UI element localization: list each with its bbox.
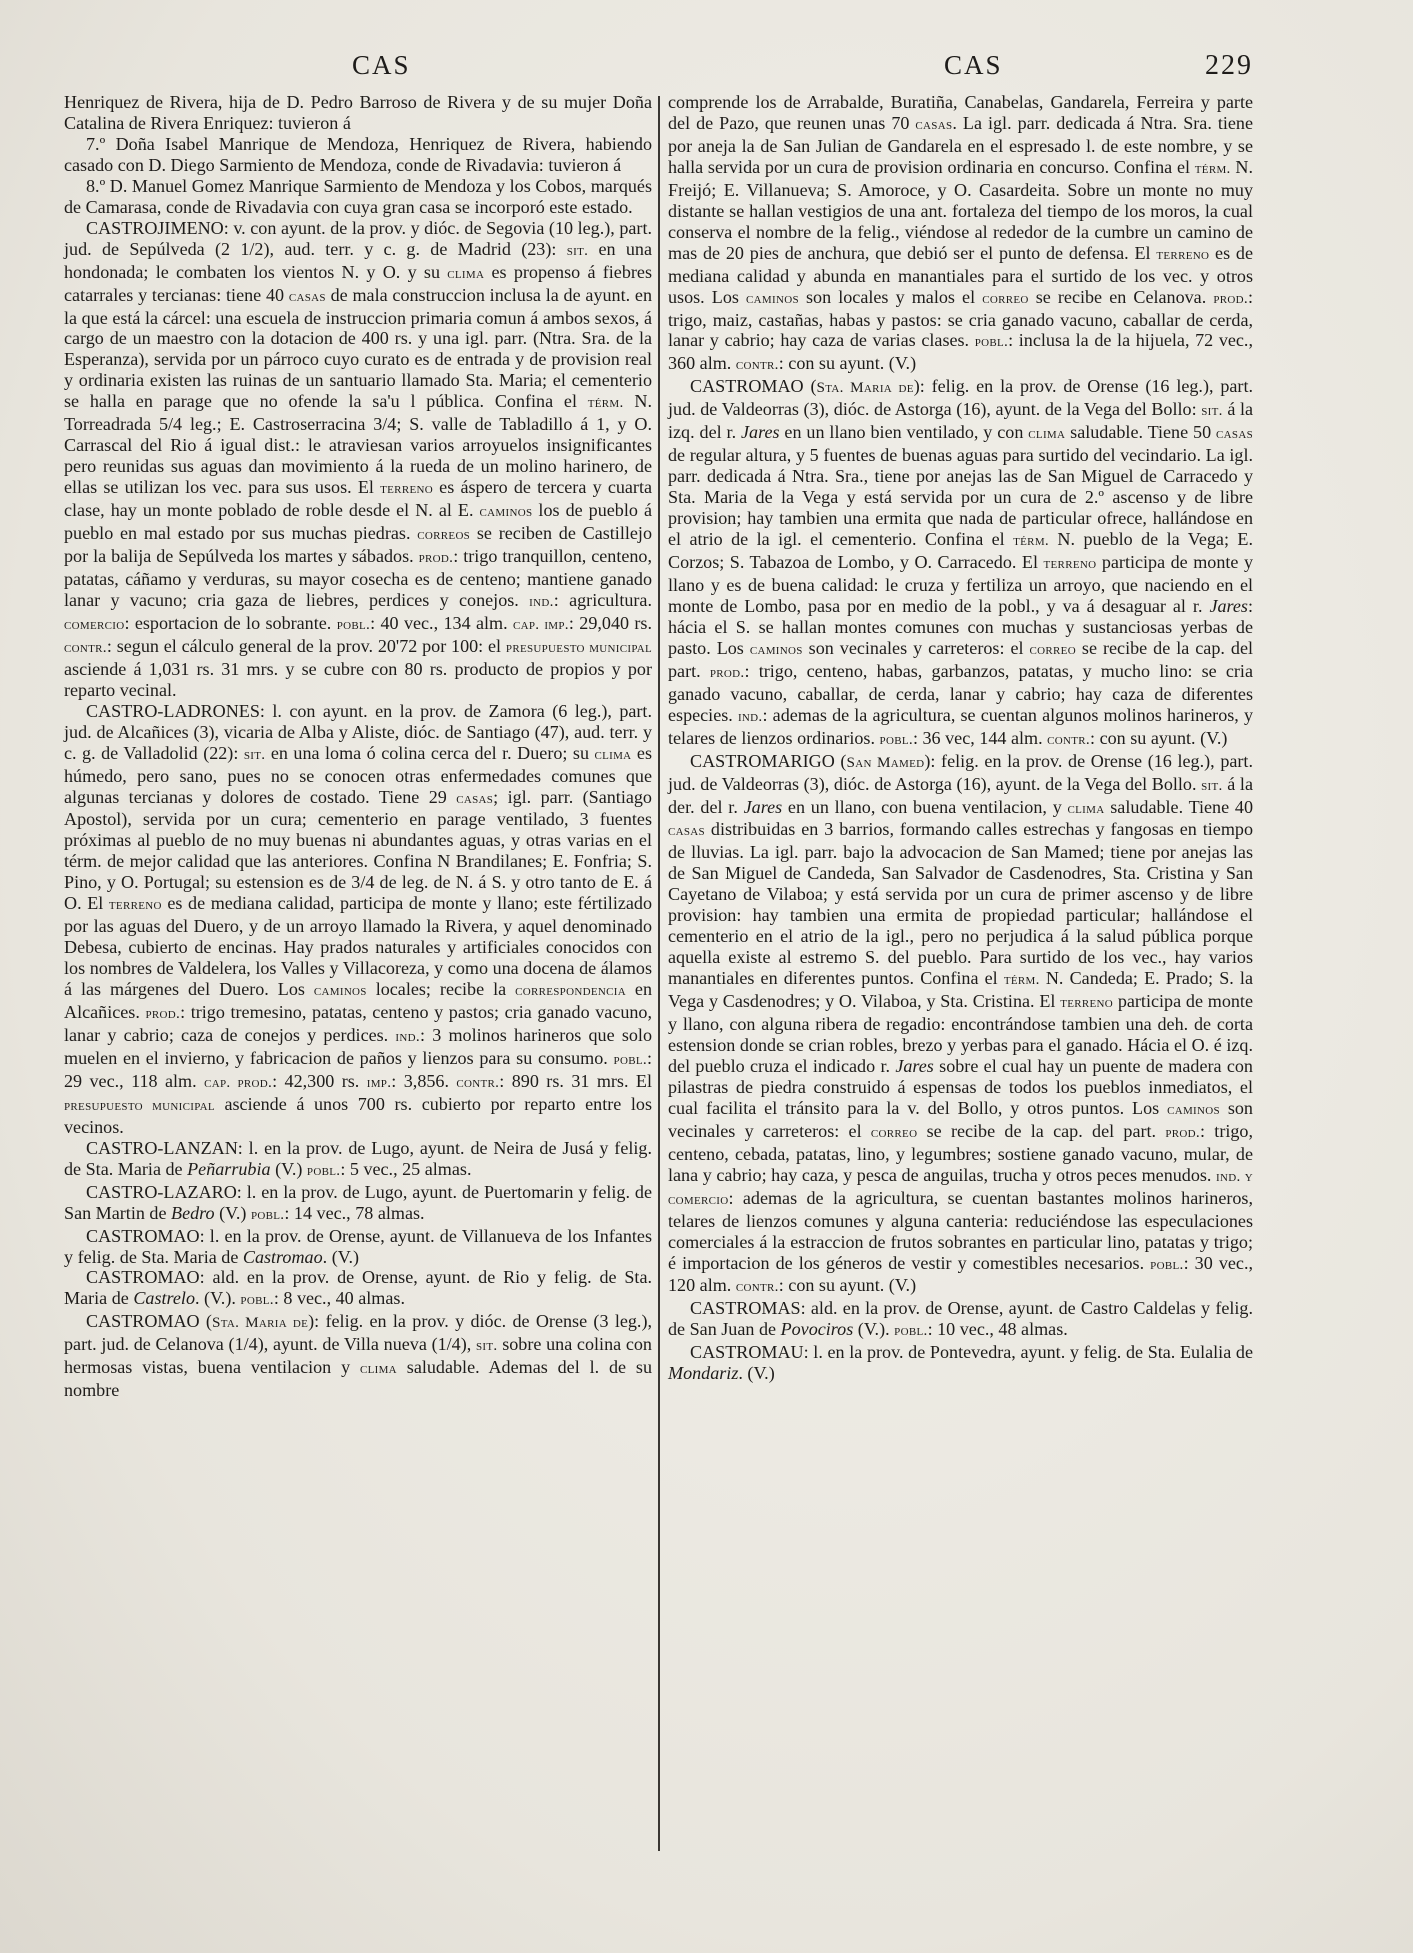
left-column: [64, 92, 652, 1401]
abbreviation: casas: [668, 822, 705, 840]
text-run: . (V.).: [195, 1288, 241, 1309]
right-column: [668, 92, 1253, 1384]
text-run: N. Freijó; E. Villanueva; S. Amoroce, y O. Casardeita. Sobre un monte no muy distante se hallan vestigios de una ant. fortaleza del tiempo de los moros, la cual conserva el nombre de la felig., viéndose al rededor de la cumbre un camino de mas de 20 pies de anchura, que debió ser el punto de defensa. El: [668, 156, 1253, 263]
abbreviation: pobl.: [894, 1322, 928, 1340]
abbreviation: ind. y comercio: [668, 1167, 1254, 1208]
text-run: : esportacion de lo sobrante.: [124, 612, 337, 633]
text-run: en Alcañices.: [64, 979, 652, 1023]
abbreviation: terreno: [1156, 245, 1210, 263]
abbreviation: cap. prod.: [204, 1073, 273, 1091]
text-run: : inclusa la de la hijuela, 72 vec., 360 alm.: [668, 330, 1253, 374]
text-run: es propenso á fiebres catarrales y tercianas: tiene 40: [64, 261, 652, 305]
entry-paragraph: [64, 701, 652, 1138]
entry-paragraph: [668, 1298, 1253, 1342]
text-run: son locales y malos el: [798, 286, 983, 307]
text-run: : hácia el S. se hallan montes comunes con muchas y sustanciosas yerbas de pasto. Los: [668, 595, 1253, 658]
text-run: CASTROMAO: l. en la prov. de Orense, ayunt. de Villanueva de los Infantes y felig. de Sta. Maria de: [64, 1225, 652, 1267]
text-run: de regular altura, y 5 fuentes de buenas aguas para surtido del vecindario. La igl. parr. dedicada á Ntra. Sra., tiene por anejas las de San Miguel de Carracedo y Sta. Maria de la Vega y está servida por un cura de 2.º ascenso y de libre provision; hay tambien una ermita que nada de particular ofrece, hallándose en el atrio de la igl. el cementerio. Confina el: [668, 445, 1253, 550]
abbreviation: correspondencia: [515, 982, 626, 1000]
abbreviation: correo: [1029, 640, 1076, 658]
text-run: N. pueblo de la Vega; E. Corzos; S. Tabazoa de Lombo, y O. Carracedo. El: [668, 529, 1253, 573]
text-run: en un llano, con buena ventilacion, y: [782, 796, 1068, 817]
abbreviation: clima: [1028, 425, 1066, 443]
italic-name: Peñarrubia: [187, 1158, 271, 1179]
abbreviation: caminos: [749, 640, 803, 658]
text-run: CASTROMAO: ald. en la prov. de Orense, ayunt. de Rio y felig. de Sta. Maria de: [64, 1267, 652, 1309]
abbreviation: prod.: [1213, 289, 1248, 307]
abbreviation: terreno: [1060, 994, 1114, 1012]
entry-paragraph: [64, 1267, 652, 1311]
entry-paragraph: [668, 751, 1253, 1299]
abbreviation: contr.: [64, 638, 107, 656]
entry-paragraph: [668, 92, 1253, 376]
text-run: : con su ayunt. (V.): [778, 1275, 917, 1296]
abbreviation: presupuesto municipal: [64, 1096, 215, 1114]
abbreviation: contr.: [735, 1278, 779, 1296]
abbreviation: contr.: [735, 356, 779, 374]
text-run: : 36 vec, 144 alm.: [912, 727, 1048, 748]
abbreviation: clima: [1067, 799, 1105, 817]
column-divider: [658, 96, 660, 1851]
abbreviation: térm.: [1194, 159, 1231, 177]
abbreviation: Sta. Maria de: [816, 379, 914, 397]
text-run: : trigo tremesino, patatas, centeno y pastos; cria ganado vacuno, lanar y cabrio; caza de conejos y perdices.: [64, 1002, 652, 1045]
text-run: participa de monte y llano y es de buena calidad: le cruza y fertiliza un arroyo, que naciendo en el monte de Lombo, pasa por en medio de la pobl., y va á desaguar al r.: [668, 552, 1253, 616]
running-head-left: CAS: [352, 50, 411, 80]
abbreviation: ind.: [737, 707, 763, 725]
entry-paragraph: [64, 134, 652, 176]
italic-name: Bedro: [171, 1202, 215, 1223]
text-run: se recibe de la cap. del part.: [668, 637, 1254, 681]
italic-name: Castromao: [242, 1246, 323, 1267]
italic-name: Povociros: [780, 1319, 854, 1340]
abbreviation: pobl.: [879, 730, 913, 748]
abbreviation: presupuesto municipal: [505, 638, 652, 656]
text-run: Henriquez de Rivera, hija de D. Pedro Barroso de Rivera y de su mujer Doña Catalina de Rivera Enriquez: tuvieron á: [64, 92, 652, 133]
abbreviation: ind.: [529, 592, 554, 610]
text-run: (V.): [270, 1158, 307, 1179]
text-run: saludable. Ademas del l. de su nombre: [64, 1357, 652, 1401]
abbreviation: clima: [594, 745, 632, 763]
abbreviation: prod.: [418, 549, 454, 567]
text-run: ): felig. en la prov. de Orense (16 leg.), part. jud. de Valdeorras (3), dióc. de Astorga (16), ayunt. de la Vega del Bollo:: [668, 376, 1253, 420]
text-run: CASTROMAO (: [86, 1311, 212, 1332]
text-run: : segun el cálculo general de la prov. 20'72 por 100: el: [106, 635, 506, 656]
abbreviation: casas: [1216, 425, 1254, 443]
text-run: ): felig. en la prov. y dióc. de Orense (3 leg.), part. jud. de Celanova (1/4), ayunt. de Villa nueva (1/4),: [64, 1311, 652, 1355]
text-run: 8.º D. Manuel Gomez Manrique Sarmiento de Mendoza y los Cobos, marqués de Camarasa, conde de Rivadavia con cuya gran casa se incorporó este estado.: [64, 175, 652, 217]
text-run: . La igl. parr. dedicada á Ntra. Sra. tiene por aneja la de San Julian de Gandarela en el espresado l. de este nombre, y se halla servida por un cura de provision ordinaria en concurso. Confina el: [668, 112, 1253, 177]
abbreviation: sit.: [475, 1337, 498, 1355]
running-head-right: CAS: [944, 50, 1003, 80]
entry-paragraph: [64, 1311, 652, 1401]
abbreviation: ind.: [395, 1027, 420, 1045]
abbreviation: casas: [915, 115, 953, 133]
text-run: es de mediana calidad, participa de monte y llano; este fértilizado por las aguas del Duero, y de un arroyo llamado la Rivera, y aquel denominado Debesa, cubierto de encinas. Hay prados naturales y artificiales conocidos con los nombres de Valdelera, los Valles y Villacoreza, y como una docena de álamos á las márgenes del Duero. Los: [64, 893, 652, 1000]
abbreviation: cap. imp.: [513, 615, 569, 633]
abbreviation: caminos: [1167, 1100, 1220, 1118]
text-run: CASTROMAO (: [690, 376, 817, 397]
text-run: : 3 molinos harineros que solo muelen en el invierno, y fabricacion de paños y lienzos para su consumo.: [64, 1024, 653, 1068]
text-run: . (V.): [738, 1363, 775, 1384]
entry-paragraph: [64, 176, 652, 218]
text-run: en un llano bien ventilado, y con: [779, 422, 1029, 443]
text-run: son vecinales y carreteros: el: [802, 637, 1030, 658]
entry-paragraph: [668, 376, 1253, 750]
abbreviation: comercio: [64, 615, 125, 633]
text-run: es áspero de tercera y cuarta clase, hay un monte poblado de roble desde el N. al E.: [64, 477, 653, 521]
text-run: : 10 vec., 48 almas.: [927, 1319, 1068, 1340]
text-run: á la der. del r.: [668, 773, 1253, 817]
text-run: : con su ayunt. (V.): [778, 353, 917, 374]
text-run: sobre el cual hay un puente de madera con pilastras de piedra construido á espensas de todos los pueblos inmediatos, el cual facilita el tránsito para la v. del Bollo, y otros puntos. Los: [668, 1055, 1253, 1118]
text-run: se recibe en Celanova.: [1028, 286, 1214, 307]
text-run: : trigo, maiz, castañas, habas y pastos: se cria ganado vacuno, caballar de cerda, lanar y cabrio; hay caza de varias clases.: [668, 286, 1253, 351]
text-run: : trigo, centeno, cebada, patatas, lino, y legumbres; sostiene ganado vacuno, mular, de lana y cabrio; hay caza, y pesca de anguilas, trucha y otros peces menudos.: [668, 1120, 1254, 1185]
abbreviation: contr.: [1047, 730, 1091, 748]
text-run: CASTRO-LADRONES: l. con ayunt. en la prov. de Zamora (6 leg.), part. jud. de Alcañices (3), vicaria de Alba y Aliste, dióc. de Santiago (47), aud. terr. y c. g. de Valladolid (22):: [64, 700, 652, 763]
abbreviation: clima: [447, 264, 485, 282]
text-run: . (V.): [322, 1246, 359, 1267]
abbreviation: prod.: [1165, 1123, 1200, 1141]
text-run: á la izq. del r.: [668, 399, 1254, 443]
text-run: participa de monte y llano, con alguna ribera de regadio: encontrándose tambien una deh. de corta estension donde se crian robles, brezo y yerbas para el ganado. Hácia el O. é izq. del pueblo cruza el indicado r.: [668, 991, 1253, 1076]
abbreviation: prod.: [709, 663, 745, 681]
italic-name: Jares: [741, 422, 780, 443]
text-run: (V.).: [853, 1319, 895, 1340]
text-run: saludable. Tiene 40: [1104, 796, 1253, 817]
abbreviation: correo: [982, 289, 1029, 307]
abbreviation: caminos: [313, 982, 367, 1000]
abbreviation: clima: [359, 1360, 397, 1378]
page-number: 229: [1205, 50, 1253, 81]
text-run: : agricultura.: [553, 589, 652, 610]
text-run: en una hondonada; le combaten los vientos N. y O. y su: [64, 238, 653, 282]
entry-paragraph: [64, 92, 652, 134]
abbreviation: sit.: [243, 745, 266, 763]
text-run: de mala construccion inclusa la de ayunt. en la que está la cárcel: una escuela de instruccion primaria comun á ambos sexos, á cargo de un maestro con la dotacion de 400 rs. y una igl. parr. (Ntra. Sra. de la Esperanza), servida por un párroco cuyo curato es de entrada y de provision real y ordinaria existen las ruinas de un santuario llamado Sta. Maria; el cementerio se halla en parage que no ofende la sa'u l pública. Confina el: [64, 284, 652, 412]
abbreviation: prod.: [145, 1005, 181, 1023]
text-run: se reciben de Castillejo por la balija de Sepúlveda los martes y sábados.: [64, 523, 652, 567]
abbreviation: terreno: [1043, 555, 1097, 573]
text-run: saludable. Tiene 50: [1065, 422, 1217, 443]
text-run: : 3,856.: [391, 1070, 457, 1091]
abbreviation: sit.: [1201, 402, 1223, 420]
text-run: : 5 vec., 25 almas.: [340, 1158, 472, 1179]
text-run: CASTRO-LAZARO: l. en la prov. de Lugo, ayunt. de Puertomarin y felig. de San Martin de: [64, 1181, 652, 1223]
text-run: CASTROJIMENO: v. con ayunt. de la prov. y dióc. de Segovia (10 leg.), part. jud. de Sepúlveda (2 1/2), aud. terr. y c. g. de Madrid (23):: [64, 217, 652, 259]
text-run: ): felig. en la prov. de Orense (16 leg.), part. jud. de Valdeorras (3), dióc. de Astorga (16), ayunt. de la Vega del Bollo.: [668, 750, 1253, 794]
text-run: : 30 vec., 120 alm.: [668, 1252, 1253, 1296]
text-run: locales; recibe la: [366, 979, 516, 1000]
abbreviation: térm.: [587, 394, 624, 412]
text-run: sobre una colina con hermosas vistas, buena ventilacion y: [64, 1334, 652, 1378]
text-run: son vecinales y carreteros: el: [668, 1097, 1253, 1141]
text-run: : ademas de la agricultura, se cuentan algunos molinos harineros, y telares de lienzos ordinarios.: [668, 704, 1253, 748]
text-run: los de pueblo á pueblo en mal estado por sus muchas piedras.: [64, 500, 652, 544]
text-run: : 29 vec., 118 alm.: [64, 1047, 652, 1091]
text-run: CASTRO-LANZAN: l. en la prov. de Lugo, ayunt. de Neira de Jusá y felig. de Sta. Maria de: [64, 1137, 652, 1179]
abbreviation: sit.: [1201, 776, 1223, 794]
text-run: : 890 rs. 31 mrs. El: [499, 1070, 652, 1091]
abbreviation: pobl.: [306, 1161, 341, 1179]
italic-name: Jares: [743, 796, 783, 817]
text-run: asciende á 1,031 rs. 31 mrs. y se cubre con 80 rs. producto de propios y por reparto vecinal.: [64, 658, 652, 700]
text-run: comprende los de Arrabalde, Buratiña, Canabelas, Gandarela, Ferreira y parte del de Pazo, que reunen unas 70: [668, 92, 1253, 133]
text-run: N. Candeda; E. Prado; S. la Vega y Casdenodres; y O. Vilaboa, y Sta. Cristina. El: [668, 968, 1253, 1012]
text-run: : ademas de la agricultura, se cuentan bastantes molinos harineros, telares de lienzos comunes y alguna canteria: reduciéndose las especulaciones comerciales á la estraccion de frutos sobrantes en particular lino, patatas y trigo; é importacion de los géneros de vestir y comestibles necesarios.: [668, 1187, 1253, 1273]
italic-name: Jares: [1209, 595, 1248, 616]
text-run: : trigo, centeno, habas, garbanzos, patatas, y mucho lino: se cria ganado vacuno, caballar, de cerda, lanar y cabrio; hay caza de diferentes especies.: [668, 660, 1253, 725]
entry-paragraph: [668, 1342, 1253, 1384]
abbreviation: terreno: [108, 896, 162, 914]
abbreviation: pobl.: [336, 615, 371, 633]
text-run: asciende á unos 700 rs. cubierto por reparto entre los vecinos.: [64, 1093, 652, 1137]
abbreviation: caminos: [479, 503, 533, 521]
abbreviation: imp.: [366, 1073, 392, 1091]
abbreviation: casas: [456, 789, 494, 807]
italic-name: Mondariz: [668, 1363, 739, 1384]
italic-name: Castrelo: [133, 1288, 195, 1309]
text-run: : trigo tranquillon, centeno, patatas, cáñamo y verduras, su mayor cosecha es de centeno; mantiene ganado lanar y vacuno; cria gaza de liebres, perdices y conejos.: [64, 546, 652, 610]
abbreviation: contr.: [456, 1073, 500, 1091]
text-run: CASTROMAS: ald. en la prov. de Orense, ayunt. de Castro Caldelas y felig. de San Juan de: [668, 1298, 1253, 1340]
abbreviation: casas: [288, 287, 326, 305]
text-run: N. Torreadrada 5/4 leg.; E. Castroserracina 3/4; S. valle de Tabladillo á 1, y O. Carrascal del Rio á igual dist.: le atraviesan varios arroyuelos insignificantes pero reunidas sus aguas dan movimiento á la rueda de un molino harinero, de ellas se utilizan los vec. para sus usos. El: [64, 391, 652, 498]
entry-paragraph: [64, 1182, 652, 1226]
abbreviation: San Mamed: [846, 753, 925, 771]
abbreviation: pobl.: [240, 1291, 274, 1309]
abbreviation: pobl.: [250, 1205, 285, 1223]
text-run: : 29,040 rs.: [568, 612, 652, 633]
text-run: es de mediana calidad y abunda en manantiales para el surtido de los vec. y otros usos. Los: [668, 242, 1254, 307]
text-run: CASTROMARIGO (: [690, 750, 847, 771]
text-run: : con su ayunt. (V.): [1090, 727, 1228, 748]
text-run: : 14 vec., 78 almas.: [284, 1202, 425, 1223]
text-run: : 40 vec., 134 alm.: [370, 612, 513, 633]
abbreviation: terreno: [380, 480, 433, 498]
text-run: distribuidas en 3 barrios, formando calles estrechas y fangosas en tiempo de lluvias. La igl. parr. bajo la advocacion de San Mamed; tiene por anejas las de San Miguel de Candeda, San Salvador de Casdenodres, Sta. Cristina y San Cayetano de Vilaboa; y está servida por un cura de primer ascenso y de libre provision: hay tambien una ermita de propiedad particular; hallándose el cementerio en el atrio de la igl., pero no perjudica á la salud pública porque aquella existe al estremo S. del pueblo. Para surtido de los vec., hay varios manantiales en diferentes puntos. Confina el: [668, 819, 1253, 989]
entry-paragraph: [64, 218, 652, 701]
text-run: (V.): [214, 1202, 251, 1223]
abbreviation: correos: [417, 526, 471, 544]
text-run: 7.º Doña Isabel Manrique de Mendoza, Henriquez de Rivera, habiendo casado con D. Diego Sarmiento de Mendoza, conde de Rivadavia: tuvieron á: [64, 133, 652, 175]
text-run: : 42,300 rs.: [272, 1070, 367, 1091]
italic-name: Jares: [895, 1055, 934, 1076]
abbreviation: sit.: [566, 241, 589, 259]
abbreviation: térm.: [1003, 971, 1040, 989]
abbreviation: térm.: [1013, 532, 1049, 550]
abbreviation: Sta. Maria de: [211, 1314, 309, 1332]
abbreviation: caminos: [746, 289, 799, 307]
abbreviation: pobl.: [613, 1050, 647, 1068]
text-run: se recibe de la cap. del part.: [917, 1120, 1166, 1141]
abbreviation: pobl.: [974, 333, 1009, 351]
text-run: ; igl. parr. (Santiago Apostol), servida por un cura; cementerio en parage ventilado, 3 fuentes próximas al pueblo de no muy buenas ni abundantes aguas, y otras varias en el térm. de mejor calidad que las anteriores. Confina N Brandilanes; E. Fonfria; S. Pino, y O. Portugal; su estension es de 3/4 de leg. de N. á S. y otro tanto de E. á O. El: [64, 786, 652, 914]
text-run: es húmedo, pero sano, pues no se conocen otras enfermedades comunes que algunas tercianas y dolores de costado. Tiene 29: [64, 742, 652, 807]
text-run: : 8 vec., 40 almas.: [273, 1288, 405, 1309]
abbreviation: pobl.: [1150, 1255, 1184, 1273]
abbreviation: correo: [870, 1123, 918, 1141]
text-run: en una loma ó colina cerca del r. Duero; su: [265, 742, 595, 763]
entry-paragraph: [64, 1226, 652, 1268]
text-run: CASTROMAU: l. en la prov. de Pontevedra, ayunt. y felig. de Sta. Eulalia de: [690, 1342, 1253, 1363]
entry-paragraph: [64, 1138, 652, 1182]
